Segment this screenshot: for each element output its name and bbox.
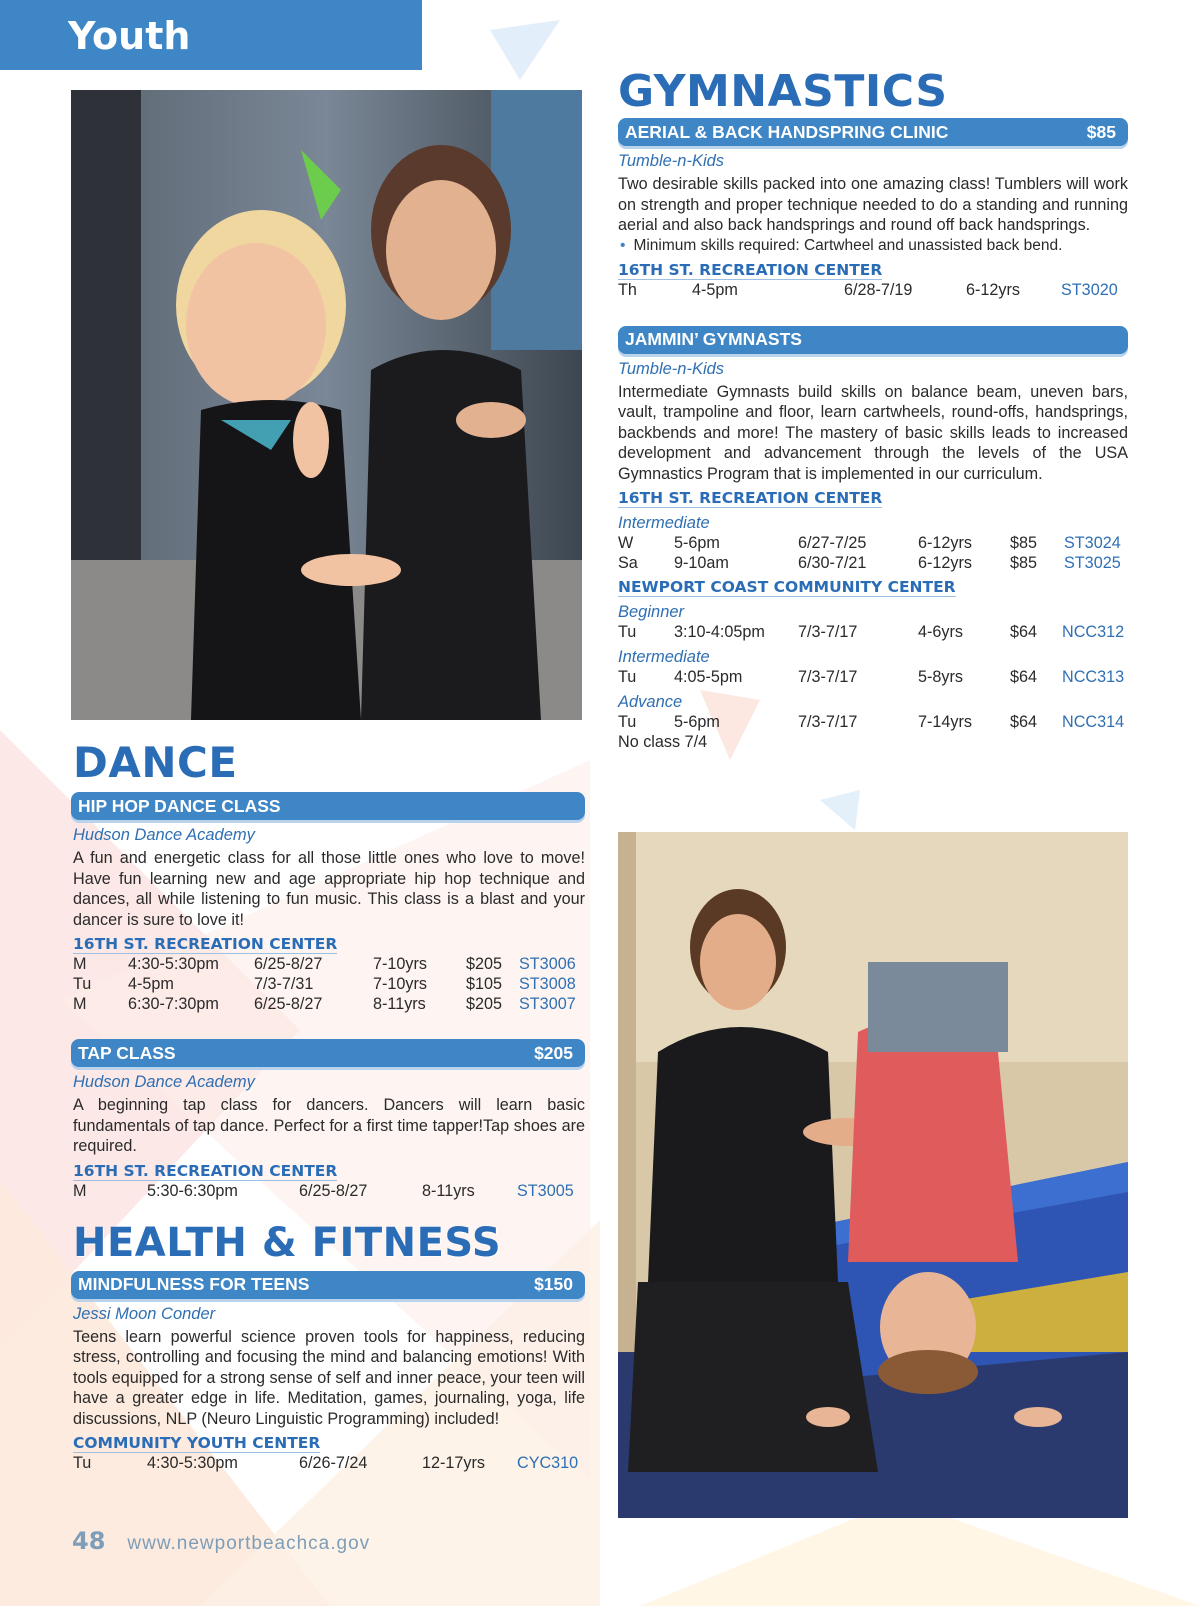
course-code[interactable]: ST3006 (519, 955, 576, 973)
jammin-gymnasts-name: JAMMIN’ GYMNASTS (625, 329, 802, 349)
hip-hop-description: A fun and energetic class for all those little ones who love to move! Have fun learning new and age appropriate hip hop technique and dances, all while listening to fun music. This class is a blast and your dancer is sure to love it! (73, 849, 585, 929)
dance-section (71, 738, 585, 1473)
course-code[interactable]: CYC310 (517, 1454, 579, 1472)
course-code[interactable]: ST3007 (519, 995, 576, 1013)
course-code[interactable]: NCC313 (1062, 668, 1125, 686)
schedule-row: Th 4-5pm 6/28-7/19 6-12yrs ST3020 (618, 280, 1118, 299)
course-code[interactable]: NCC312 (1062, 623, 1125, 641)
course-code[interactable]: ST3020 (1061, 280, 1118, 299)
health-fitness-title: HEALTH & FITNESS (73, 1219, 502, 1266)
tap-class-vendor: Hudson Dance Academy (73, 1073, 255, 1091)
section-tab (0, 0, 422, 70)
aerial-clinic-description: Two desirable skills packed into one amazing class! Tumblers will work on strength and proper technique needed to do a standing and running aerial and also back handsprings and round off back handsprings. (618, 175, 1128, 234)
hip-hop-vendor: Hudson Dance Academy (73, 826, 255, 844)
level-label: Advance (618, 693, 683, 711)
schedule-row: Tu 4:05-5pm 7/3-7/17 5-8yrs $64 NCC313 (618, 668, 1125, 686)
schedule-row: Sa 9-10am 6/30-7/21 6-12yrs $85 ST3025 (618, 554, 1121, 572)
aerial-clinic-requirement: • Minimum skills required: Cartwheel and unassisted back bend. (620, 236, 1063, 254)
page-number: 48 (72, 1527, 106, 1555)
aerial-clinic-header (618, 118, 1128, 146)
jammin-gymnasts-header (618, 326, 1128, 354)
website-link[interactable]: www.newportbeachca.gov (127, 1533, 371, 1554)
hip-hop-location: 16TH ST. RECREATION CENTER (73, 935, 338, 953)
hip-hop-header (71, 792, 585, 820)
tap-class-header (71, 1039, 585, 1067)
mindfulness-description: Teens learn powerful science proven tools for happiness, reducing stress, controlling and focusing the mind and balancing emotions! With tools equipped for a strong sense of self and inner peace, your teen will have a greater edge in life. Meditation, games, journaling, yoga, life discussions, NLP (Neuro Linguistic Programming) included! (73, 1327, 585, 1428)
tap-class-price: $205 (534, 1042, 573, 1063)
schedule-row: Tu 3:10-4:05pm 7/3-7/17 4-6yrs $64 NCC312 (618, 623, 1125, 641)
jammin-location-16th: 16TH ST. RECREATION CENTER (618, 489, 883, 507)
tap-class-description: A beginning tap class for dancers. Dancers will learn basic fundamentals of tap dance. Perfect for a first time tapper!Tap shoes are required. (73, 1096, 585, 1155)
dance-title: DANCE (73, 738, 238, 787)
course-code[interactable]: NCC314 (1062, 713, 1125, 731)
schedule-row: Tu 4:30-5:30pm 6/26-7/24 12-17yrs CYC310 (73, 1454, 579, 1472)
aerial-clinic-name: AERIAL & BACK HANDSPRING CLINIC (625, 121, 949, 142)
level-label: Beginner (618, 603, 685, 621)
schedule-row: Tu 4-5pm 7/3-7/31 7-10yrs $105 ST3008 (73, 975, 576, 993)
photo-gymnastics-coach (618, 832, 1128, 1518)
schedule-row: M 4:30-5:30pm 6/25-8/27 7-10yrs $205 ST3006 (73, 955, 576, 973)
tap-class-name: TAP CLASS (78, 1042, 176, 1063)
mindfulness-location: COMMUNITY YOUTH CENTER (73, 1434, 321, 1452)
gymnastics-section (618, 66, 1128, 752)
tap-class-location: 16TH ST. RECREATION CENTER (73, 1161, 338, 1180)
course-code[interactable]: ST3024 (1064, 534, 1121, 552)
photo-girls-dancing (71, 90, 582, 720)
hip-hop-name: HIP HOP DANCE CLASS (78, 795, 281, 816)
course-code[interactable]: ST3008 (519, 975, 576, 993)
mindfulness-header (71, 1271, 585, 1299)
bullet-icon: • (620, 236, 626, 254)
mindfulness-price: $150 (534, 1274, 573, 1294)
schedule-row: M 5:30-6:30pm 6/25-8/27 8-11yrs ST3005 (73, 1181, 574, 1200)
aerial-clinic-price: $85 (1086, 121, 1116, 142)
section-tab-label: Youth (68, 14, 191, 58)
schedule-row: W 5-6pm 6/27-7/25 6-12yrs $85 ST3024 (618, 534, 1121, 552)
course-code[interactable]: ST3005 (517, 1181, 574, 1200)
jammin-gymnasts-vendor: Tumble-n-Kids (618, 359, 725, 378)
mindfulness-name: MINDFULNESS FOR TEENS (78, 1274, 310, 1294)
aerial-clinic-location: 16TH ST. RECREATION CENTER (618, 260, 883, 279)
no-class-note: No class 7/4 (618, 733, 708, 751)
gymnastics-title: GYMNASTICS (618, 66, 948, 117)
mindfulness-vendor: Jessi Moon Conder (73, 1304, 216, 1323)
schedule-row: M 6:30-7:30pm 6/25-8/27 8-11yrs $205 ST3007 (73, 995, 576, 1013)
jammin-location-newport-coast: NEWPORT COAST COMMUNITY CENTER (618, 578, 956, 596)
level-label: Intermediate (618, 514, 710, 532)
course-code[interactable]: ST3025 (1064, 554, 1121, 572)
page-footer (72, 1527, 370, 1555)
aerial-clinic-vendor: Tumble-n-Kids (618, 152, 725, 170)
jammin-gymnasts-description: Intermediate Gymnasts build skills on balance beam, uneven bars, vault, trampoline and floor, learn cartwheels, round-offs, handsprings, backbends and more! The mastery of basic skills leads to increased development and advancement through the levels of the USA Gymnastics Program that is implemented in our curriculum. (618, 382, 1128, 483)
schedule-row: Tu 5-6pm 7/3-7/17 7-14yrs $64 NCC314 (618, 713, 1125, 731)
level-label: Intermediate (618, 648, 710, 666)
